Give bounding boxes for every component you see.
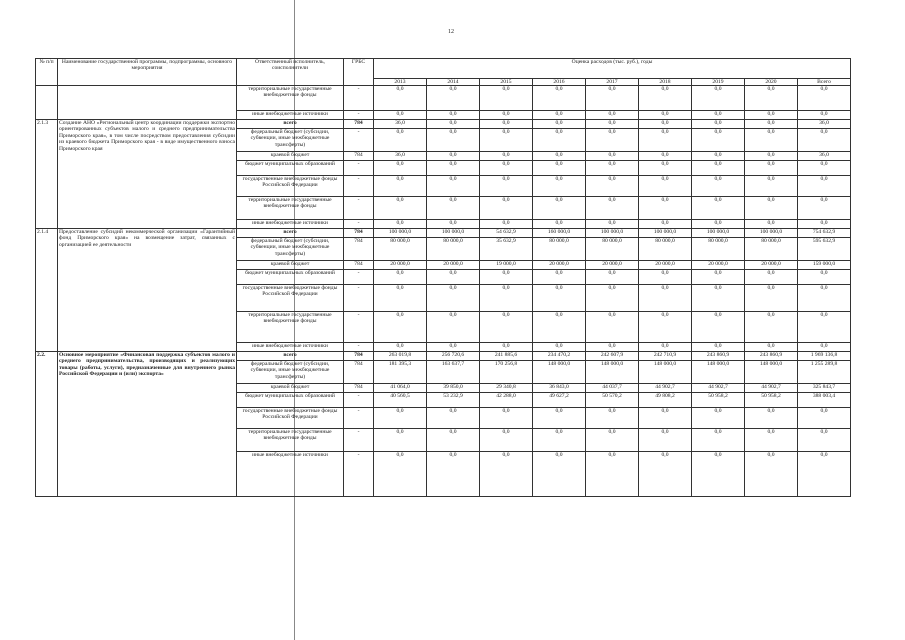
year-value: 0,0 (745, 86, 798, 111)
year-value: 49 627,2 (533, 393, 586, 408)
year-value: 0,0 (480, 312, 533, 343)
year-value: 0,0 (692, 343, 745, 352)
year-value: 0,0 (745, 120, 798, 129)
year-value: 0,0 (692, 86, 745, 111)
year-value: 0,0 (586, 343, 639, 352)
year-value: 50 570,2 (586, 393, 639, 408)
grbs-code: - (344, 452, 374, 497)
year-value: 0,0 (480, 86, 533, 111)
page-number: 12 (448, 29, 454, 35)
year-value: 0,0 (745, 429, 798, 452)
year-value: 0,0 (533, 429, 586, 452)
year-value: 0,0 (374, 452, 427, 497)
item-number: 2.1.4 (36, 229, 58, 352)
year-value: 0,0 (480, 429, 533, 452)
year-value: 0,0 (480, 197, 533, 220)
year-value: 0,0 (639, 343, 692, 352)
year-value: 0,0 (586, 452, 639, 497)
year-value: 54 632,9 (480, 229, 533, 238)
year-value: 0,0 (586, 152, 639, 161)
year-value: 0,0 (374, 429, 427, 452)
year-value: 0,0 (639, 152, 692, 161)
year-value: 41 064,0 (374, 384, 427, 393)
year-value: 0,0 (692, 452, 745, 497)
year-value: 0,0 (745, 197, 798, 220)
year-value: 0,0 (533, 197, 586, 220)
header-executor: Ответственный исполнитель, соисполнители (237, 59, 344, 86)
funding-source: иные внебюджетные источники (237, 452, 344, 497)
year-value: 0,0 (427, 129, 480, 152)
year-value: 100 000,0 (427, 229, 480, 238)
year-value: 0,0 (639, 429, 692, 452)
year-value: 0,0 (745, 343, 798, 352)
year-value: 234 470,2 (533, 352, 586, 361)
year-value: 29 340,8 (480, 384, 533, 393)
year-header: 2020 (745, 78, 798, 85)
header-num: № п/п (36, 59, 58, 86)
funding-source: бюджет муниципальных образований (237, 161, 344, 176)
funding-source: территориальные государственные внебюджетные фонды (237, 86, 344, 111)
year-value: 0,0 (586, 129, 639, 152)
year-value: 0,0 (639, 408, 692, 429)
total-value: 0,0 (798, 86, 851, 111)
year-value: 0,0 (745, 152, 798, 161)
year-value: 0,0 (480, 152, 533, 161)
total-value: 0,0 (798, 270, 851, 285)
year-value: 242 710,9 (639, 352, 692, 361)
year-value: 20 000,0 (374, 261, 427, 270)
year-value: 0,0 (480, 111, 533, 120)
year-value: 0,0 (639, 161, 692, 176)
total-value: 0,0 (798, 429, 851, 452)
year-value: 0,0 (427, 120, 480, 129)
total-value: 0,0 (798, 408, 851, 429)
header-row (36, 59, 851, 79)
total-value: 754 632,9 (798, 229, 851, 238)
year-value: 0,0 (639, 111, 692, 120)
year-value: 36 843,0 (533, 384, 586, 393)
grbs-code: 784 (344, 229, 374, 238)
funding-source: бюджет муниципальных образований (237, 393, 344, 408)
year-value: 0,0 (533, 111, 586, 120)
year-value: 0,0 (480, 161, 533, 176)
grbs-code: - (344, 111, 374, 120)
grbs-code: 784 (344, 361, 374, 384)
year-value: 0,0 (533, 152, 586, 161)
year-value: 0,0 (480, 285, 533, 312)
table-row (36, 352, 851, 361)
year-value: 0,0 (692, 176, 745, 197)
year-value: 148 000,0 (639, 361, 692, 384)
year-value: 0,0 (427, 197, 480, 220)
year-header: 2019 (692, 78, 745, 85)
total-value: 0,0 (798, 176, 851, 197)
grbs-code: 784 (344, 152, 374, 161)
expenditure-table (35, 58, 851, 497)
year-value: 36,0 (374, 152, 427, 161)
grbs-code: 784 (344, 261, 374, 270)
year-value: 44 902,7 (745, 384, 798, 393)
year-value: 148 000,0 (586, 361, 639, 384)
year-value: 0,0 (374, 197, 427, 220)
year-value: 0,0 (692, 120, 745, 129)
item-name: Предоставление субсидий некоммерческой организации «Гарантийный фонд Приморского края» на возмещение затрат, связанных с организацией ее деятельности (58, 229, 237, 352)
year-value: 0,0 (427, 220, 480, 229)
year-value: 0,0 (374, 86, 427, 111)
year-value: 0,0 (745, 161, 798, 176)
year-value: 80 000,0 (692, 238, 745, 261)
year-value: 0,0 (533, 129, 586, 152)
year-value: 0,0 (692, 129, 745, 152)
year-value: 0,0 (639, 220, 692, 229)
year-value: 160 000,0 (533, 229, 586, 238)
funding-source: всего (237, 352, 344, 361)
year-header: 2015 (480, 78, 533, 85)
total-value: 1 255 289,8 (798, 361, 851, 384)
year-value: 0,0 (692, 152, 745, 161)
year-value: 20 000,0 (639, 261, 692, 270)
header-name: Наименование государственной программы, подпрограммы, основного мероприятия (58, 59, 237, 86)
year-value: 0,0 (374, 176, 427, 197)
grbs-code: - (344, 161, 374, 176)
table-row (36, 229, 851, 238)
year-value: 0,0 (374, 111, 427, 120)
grbs-code: - (344, 393, 374, 408)
grbs-code: 784 (344, 238, 374, 261)
total-value: 36,0 (798, 120, 851, 129)
year-header: Всего (798, 78, 851, 85)
year-value: 20 000,0 (692, 261, 745, 270)
year-value: 0,0 (586, 111, 639, 120)
total-value: 388 003,4 (798, 393, 851, 408)
year-value: 0,0 (745, 220, 798, 229)
funding-source: государственные внебюджетные фонды Российской Федерации (237, 285, 344, 312)
funding-source: краевой бюджет (237, 261, 344, 270)
year-value: 0,0 (745, 129, 798, 152)
year-value: 20 000,0 (427, 261, 480, 270)
year-value: 256 720,6 (427, 352, 480, 361)
year-value: 0,0 (427, 86, 480, 111)
funding-source: государственные внебюджетные фонды Российской Федерации (237, 176, 344, 197)
year-value: 0,0 (692, 111, 745, 120)
year-value: 0,0 (533, 220, 586, 229)
year-value: 148 000,0 (692, 361, 745, 384)
year-value: 263 019,8 (374, 352, 427, 361)
year-value: 0,0 (692, 312, 745, 343)
year-value: 0,0 (480, 343, 533, 352)
year-value: 100 000,0 (374, 229, 427, 238)
year-value: 0,0 (427, 161, 480, 176)
year-value: 0,0 (374, 285, 427, 312)
year-value: 0,0 (533, 270, 586, 285)
total-value: 0,0 (798, 312, 851, 343)
year-value: 0,0 (480, 408, 533, 429)
year-value: 242 607,9 (586, 352, 639, 361)
year-value: 80 000,0 (586, 238, 639, 261)
table-row (36, 86, 851, 111)
grbs-code: - (344, 312, 374, 343)
year-value: 0,0 (639, 270, 692, 285)
year-value: 163 637,7 (427, 361, 480, 384)
grbs-code: - (344, 343, 374, 352)
total-value: 36,0 (798, 152, 851, 161)
funding-source: территориальные государственные внебюджетные фонды (237, 197, 344, 220)
total-value: 595 632,9 (798, 238, 851, 261)
year-value: 0,0 (533, 176, 586, 197)
year-value: 0,0 (533, 285, 586, 312)
header-grbs: ГРБС (344, 59, 374, 86)
year-value: 100 000,0 (586, 229, 639, 238)
year-value: 0,0 (374, 312, 427, 343)
total-value: 0,0 (798, 111, 851, 120)
year-value: 0,0 (639, 285, 692, 312)
year-value: 44 902,7 (639, 384, 692, 393)
item-name (58, 86, 237, 120)
funding-source: всего (237, 229, 344, 238)
year-value: 0,0 (639, 86, 692, 111)
year-value: 243 860,9 (745, 352, 798, 361)
year-value: 100 000,0 (745, 229, 798, 238)
grbs-code: - (344, 220, 374, 229)
year-value: 0,0 (533, 408, 586, 429)
year-value: 19 000,0 (480, 261, 533, 270)
year-value: 0,0 (427, 111, 480, 120)
year-value: 39 850,0 (427, 384, 480, 393)
item-number (36, 86, 58, 120)
year-value: 80 000,0 (533, 238, 586, 261)
year-value: 0,0 (586, 270, 639, 285)
year-value: 40 560,5 (374, 393, 427, 408)
year-value: 80 000,0 (639, 238, 692, 261)
year-value: 0,0 (692, 270, 745, 285)
year-value: 0,0 (533, 86, 586, 111)
year-value: 0,0 (374, 161, 427, 176)
funding-source: территориальные государственные внебюджетные фонды (237, 429, 344, 452)
funding-source: федеральный бюджет (субсидии, субвенции, иные межбюджетные трансферты) (237, 361, 344, 384)
total-value: 1 969 136,8 (798, 352, 851, 361)
total-value: 325 843,7 (798, 384, 851, 393)
year-value: 0,0 (480, 120, 533, 129)
total-value: 0,0 (798, 343, 851, 352)
year-value: 80 000,0 (745, 238, 798, 261)
item-number: 2.2. (36, 352, 58, 497)
funding-source: федеральный бюджет (субсидии, субвенции, иные межбюджетные трансферты) (237, 129, 344, 152)
year-value: 42 288,0 (480, 393, 533, 408)
grbs-code: 784 (344, 120, 374, 129)
year-value: 0,0 (692, 408, 745, 429)
year-value: 0,0 (427, 452, 480, 497)
item-name: Создание АНО «Региональный центр координации поддержки экспортно ориентированных субъектов малого и среднего предпринимательства Приморского края», в том числе посредством предоставления субсидии из краевого бюджета Приморского края - в виде имущественного взноса Приморского края (58, 120, 237, 229)
total-value: 0,0 (798, 452, 851, 497)
year-value: 0,0 (745, 111, 798, 120)
year-value: 0,0 (586, 176, 639, 197)
year-value: 0,0 (480, 452, 533, 497)
item-name: Основное мероприятие «Финансовая поддержка субъектов малого и среднего предпринимательства, производящих и реализующих товары (работы, услуги), предназначенные для внутреннего рынка Российской Федерации и (или) экспорта» (58, 352, 237, 497)
funding-source: краевой бюджет (237, 384, 344, 393)
year-value: 0,0 (692, 220, 745, 229)
year-header: 2014 (427, 78, 480, 85)
funding-source: краевой бюджет (237, 152, 344, 161)
year-value: 53 232,9 (427, 393, 480, 408)
year-value: 0,0 (586, 429, 639, 452)
year-value: 0,0 (745, 408, 798, 429)
year-header: 2018 (639, 78, 692, 85)
year-value: 0,0 (586, 220, 639, 229)
year-value: 0,0 (745, 176, 798, 197)
year-value: 0,0 (586, 161, 639, 176)
year-value: 0,0 (427, 312, 480, 343)
grbs-code: - (344, 176, 374, 197)
year-value: 0,0 (639, 129, 692, 152)
year-value: 35 632,9 (480, 238, 533, 261)
year-value: 0,0 (427, 152, 480, 161)
year-value: 0,0 (692, 429, 745, 452)
total-value: 0,0 (798, 220, 851, 229)
year-value: 80 000,0 (374, 238, 427, 261)
funding-source: федеральный бюджет (субсидии, субвенции, иные межбюджетные трансферты) (237, 238, 344, 261)
funding-source: бюджет муниципальных образований (237, 270, 344, 285)
year-value: 20 000,0 (586, 261, 639, 270)
year-value: 0,0 (639, 452, 692, 497)
year-value: 80 000,0 (427, 238, 480, 261)
year-value: 20 000,0 (745, 261, 798, 270)
year-value: 0,0 (480, 270, 533, 285)
year-value: 243 860,9 (692, 352, 745, 361)
grbs-code: - (344, 285, 374, 312)
total-value: 0,0 (798, 161, 851, 176)
year-value: 100 000,0 (692, 229, 745, 238)
year-value: 50 958,2 (692, 393, 745, 408)
funding-source: территориальные государственные внебюджетные фонды (237, 312, 344, 343)
year-value: 0,0 (692, 285, 745, 312)
year-value: 44 902,7 (692, 384, 745, 393)
year-value: 148 000,0 (533, 361, 586, 384)
funding-source: государственные внебюджетные фонды Российской Федерации (237, 408, 344, 429)
year-value: 0,0 (586, 285, 639, 312)
funding-source: иные внебюджетные источники (237, 111, 344, 120)
year-header: 2017 (586, 78, 639, 85)
year-value: 0,0 (639, 312, 692, 343)
year-value: 0,0 (745, 452, 798, 497)
year-value: 0,0 (586, 312, 639, 343)
year-value: 0,0 (586, 197, 639, 220)
year-header: 2016 (533, 78, 586, 85)
year-value: 0,0 (745, 270, 798, 285)
year-value: 0,0 (374, 129, 427, 152)
funding-source: иные внебюджетные источники (237, 343, 344, 352)
year-value: 0,0 (374, 408, 427, 429)
year-value: 0,0 (427, 408, 480, 429)
grbs-code: - (344, 429, 374, 452)
year-value: 241 885,6 (480, 352, 533, 361)
year-value: 50 958,2 (745, 393, 798, 408)
total-value: 159 000,0 (798, 261, 851, 270)
total-value: 0,0 (798, 129, 851, 152)
year-value: 0,0 (639, 120, 692, 129)
year-value: 0,0 (427, 285, 480, 312)
year-value: 0,0 (586, 86, 639, 111)
year-value: 0,0 (480, 176, 533, 197)
year-value: 0,0 (639, 176, 692, 197)
year-value: 170 256,8 (480, 361, 533, 384)
year-value: 100 000,0 (639, 229, 692, 238)
grbs-code: - (344, 408, 374, 429)
year-value: 0,0 (427, 429, 480, 452)
year-value: 0,0 (533, 161, 586, 176)
year-value: 148 000,0 (745, 361, 798, 384)
year-value: 0,0 (586, 408, 639, 429)
year-value: 0,0 (639, 197, 692, 220)
table-body (36, 59, 851, 497)
year-value: 0,0 (692, 197, 745, 220)
funding-source: всего (237, 120, 344, 129)
year-value: 0,0 (745, 285, 798, 312)
year-header: 2013 (374, 78, 427, 85)
table-row (36, 120, 851, 129)
year-value: 0,0 (374, 220, 427, 229)
year-value: 0,0 (533, 452, 586, 497)
item-number: 2.1.3 (36, 120, 58, 229)
year-value: 0,0 (480, 129, 533, 152)
year-value: 0,0 (533, 312, 586, 343)
header-estimate: Оценка расходов (тыс. руб.), годы (374, 59, 851, 79)
total-value: 0,0 (798, 285, 851, 312)
year-value: 0,0 (427, 343, 480, 352)
year-value: 0,0 (586, 120, 639, 129)
year-value: 181 395,3 (374, 361, 427, 384)
year-value: 36,0 (374, 120, 427, 129)
year-value: 0,0 (480, 220, 533, 229)
grbs-code: - (344, 129, 374, 152)
grbs-code: 784 (344, 384, 374, 393)
year-value: 0,0 (745, 312, 798, 343)
year-value: 0,0 (374, 270, 427, 285)
grbs-code: - (344, 270, 374, 285)
year-value: 20 000,0 (533, 261, 586, 270)
year-value: 44 037,7 (586, 384, 639, 393)
grbs-code: 784 (344, 352, 374, 361)
grbs-code: - (344, 86, 374, 111)
funding-source: иные внебюджетные источники (237, 220, 344, 229)
year-value: 0,0 (427, 270, 480, 285)
total-value: 0,0 (798, 197, 851, 220)
year-value: 49 808,2 (639, 393, 692, 408)
year-value: 0,0 (533, 343, 586, 352)
year-value: 0,0 (533, 120, 586, 129)
year-value: 0,0 (427, 176, 480, 197)
year-value: 0,0 (374, 343, 427, 352)
year-value: 0,0 (692, 161, 745, 176)
grbs-code: - (344, 197, 374, 220)
